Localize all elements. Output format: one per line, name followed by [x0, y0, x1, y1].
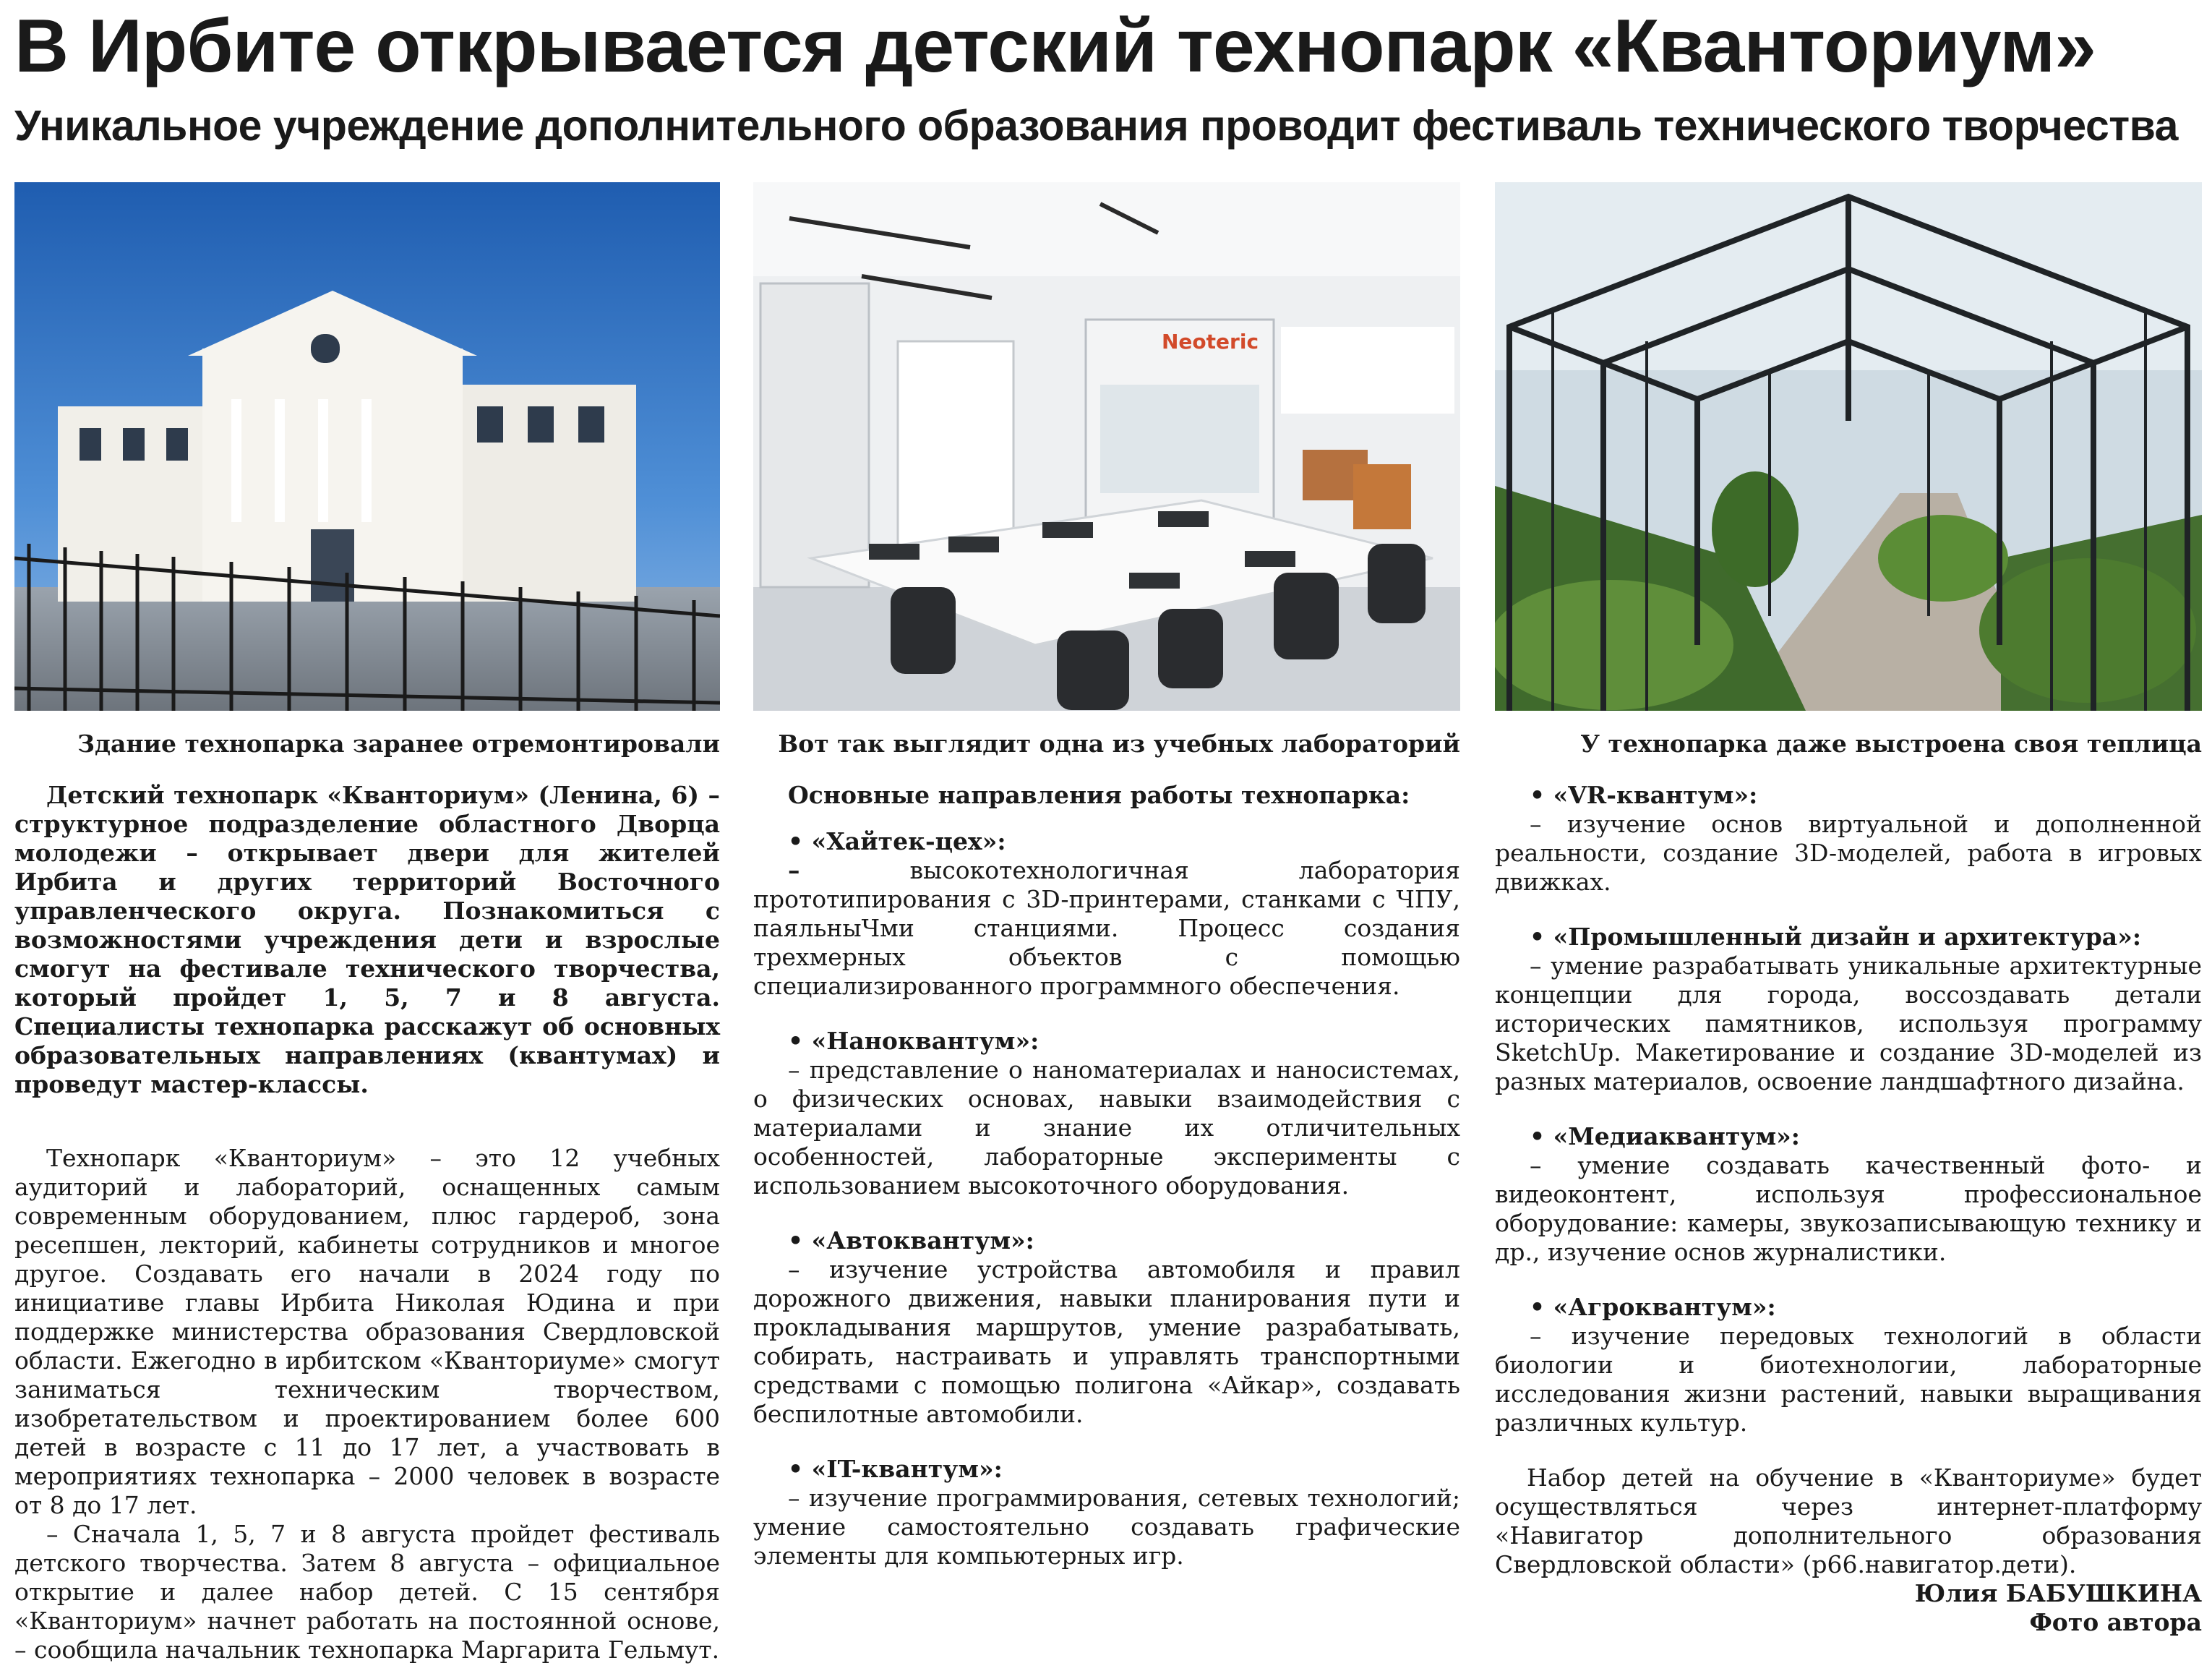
building-photo [14, 182, 720, 711]
direction-description: изучение передовых технологий в области биологии и биотехнологии, лабораторные исследования жизни растений, навыки выращивания различных культур. [1495, 1322, 2202, 1437]
article-column-3 [1495, 781, 2202, 1637]
direction-auto [753, 1226, 1460, 1429]
dash-mark: – [1530, 952, 1542, 980]
direction-design [1495, 923, 2202, 1096]
direction-description: умение разрабатывать уникальные архитектурные концепции для города, воссоздавать детали исторических памятников, используя программу SketchUp. Макетирование и создание 3D-моделей из разных материалов, освоение ландшафтного дизайна. [1495, 952, 2202, 1095]
dash-mark: – [788, 856, 800, 884]
dash-mark: – [788, 1255, 800, 1283]
direction-title: • «Наноквантум»: [788, 1027, 1039, 1055]
direction-agro [1495, 1293, 2202, 1437]
author-name: Юлия БАБУШКИНА [1914, 1579, 2202, 1607]
dash-mark: – [1530, 810, 1542, 838]
article-column-2 [753, 781, 1460, 1597]
photo-caption-greenhouse: У технопарка даже выстроена своя теплица [1580, 730, 2202, 758]
photo-caption-laboratory: Вот так выглядит одна из учебных лабораторий [778, 730, 1460, 758]
direction-description: умение создавать качественный фото- и видеоконтент, используя профессиональное оборудование: камеры, звукозаписывающую технику и др., изучение основ журналистики. [1495, 1151, 2202, 1266]
direction-media [1495, 1122, 2202, 1267]
body-paragraph: Технопарк «Кванториум» – это 12 учебных аудиторий и лабораторий, оснащенных самым современным оборудованием, плюс гардероб, зона ресепшен, лекторий, кабинеты сотрудников и многое другое. Создавать его начали в 2024 году по инициативе главы Ирбита Николая Юдина и при поддержке министерства образования Свердловской области. Ежегодно в ирбитском «Кванториуме» смогут заниматься техническим творчеством, изобретательством и проектированием более 600 детей в возрасте с 11 до 17 лет, а участвовать в мероприятиях технопарка – 2000 человек в возрасте от 8 до 17 лет. [14, 1144, 720, 1519]
direction-title: • «VR-квантум»: [1530, 781, 1758, 809]
direction-title: • «IT-квантум»: [788, 1455, 1003, 1483]
direction-description: представление о наноматериалах и наносистемах, о физических основах, навыки взаимодействия с материалами и знание их отличительных особенностей, лабораторные эксперименты с использованием высокоточного оборудования. [753, 1056, 1460, 1200]
direction-title: • «Автоквантум»: [788, 1226, 1034, 1255]
quote-paragraph: – Сначала 1, 5, 7 и 8 августа пройдет фестиваль детского творчества. Затем 8 августа – официальное открытие и далее набор детей. С 15 сентября «Кванториум» начнет работать на постоянной основе, – сообщила начальник технопарка Маргарита Гельмут. [14, 1520, 720, 1664]
laboratory-photo [753, 182, 1460, 711]
directions-intro: Основные направления работы технопарка: [788, 781, 1410, 809]
dash-mark: – [1530, 1322, 1542, 1350]
direction-title: • «Агроквантум»: [1530, 1293, 1776, 1321]
direction-nano [753, 1027, 1460, 1200]
direction-description: изучение основ виртуальной и дополненной реальности, создание 3D-моделей, работа в игровых движках. [1495, 810, 2202, 896]
article-column-1 [14, 781, 720, 1664]
dash-mark: – [788, 1056, 800, 1084]
photo-credit: Фото автора [2029, 1608, 2202, 1636]
lead-paragraph: Детский технопарк «Кванториум» (Ленина, 6) – структурное подразделение областного Дворца молодежи – открывает двери для жителей Ирбита и других территорий Восточного управленческого округа. Познакомиться с возможностями учреждения дети и взрослые смогут на фестивале технического творчества, который пройдет 1, 5, 7 и 8 августа. Специалисты технопарка расскажут об основных образовательных направлениях (квантумах) и проведут мастер-классы. [14, 781, 720, 1098]
direction-description: высокотехнологичная лаборатория прототипирования с 3D-принтерами, станками с ЧПУ, паяльныЧми станциями. Процесс создания трехмерных объектов с помощью специализированного программного обеспечения. [753, 856, 1460, 1000]
direction-title: • «Промышленный дизайн и архитектура»: [1530, 923, 2141, 951]
enrollment-paragraph: Набор детей на обучение в «Кванториуме» будет осуществляться через интернет-платформу «Навигатор дополнительного образования Свердловской области» (р66.навигатор.дети). [1495, 1463, 2202, 1578]
direction-description: изучение устройства автомобиля и правил дорожного движения, навыки планирования пути и прокладывания маршрутов, умение разрабатывать, собирать, настраивать и управлять транспортными средствами с помощью полигона «Айкар», создавать беспилотные автомобили. [753, 1255, 1460, 1428]
direction-hitech [753, 827, 1460, 1001]
dash-mark: – [1530, 1151, 1542, 1179]
direction-title: • «Медиаквантум»: [1530, 1122, 1800, 1150]
direction-title: • «Хайтек-цех»: [788, 827, 1006, 855]
direction-vr [1495, 781, 2202, 897]
article-subheadline: Уникальное учреждение дополнительного образования проводит фестиваль технического творчества [14, 102, 2178, 150]
direction-it [753, 1455, 1460, 1570]
photo-caption-building: Здание технопарка заранее отремонтировали [77, 730, 720, 758]
direction-description: изучение программирования, сетевых технологий; умение самостоятельно создавать графические элементы для компьютерных игр. [753, 1484, 1460, 1570]
greenhouse-photo [1495, 182, 2202, 711]
dash-mark: – [788, 1484, 800, 1512]
neoteric-sign: Neoteric [1162, 330, 1259, 354]
article-headline: В Ирбите открывается детский технопарк «Кванториум» [14, 4, 2096, 88]
